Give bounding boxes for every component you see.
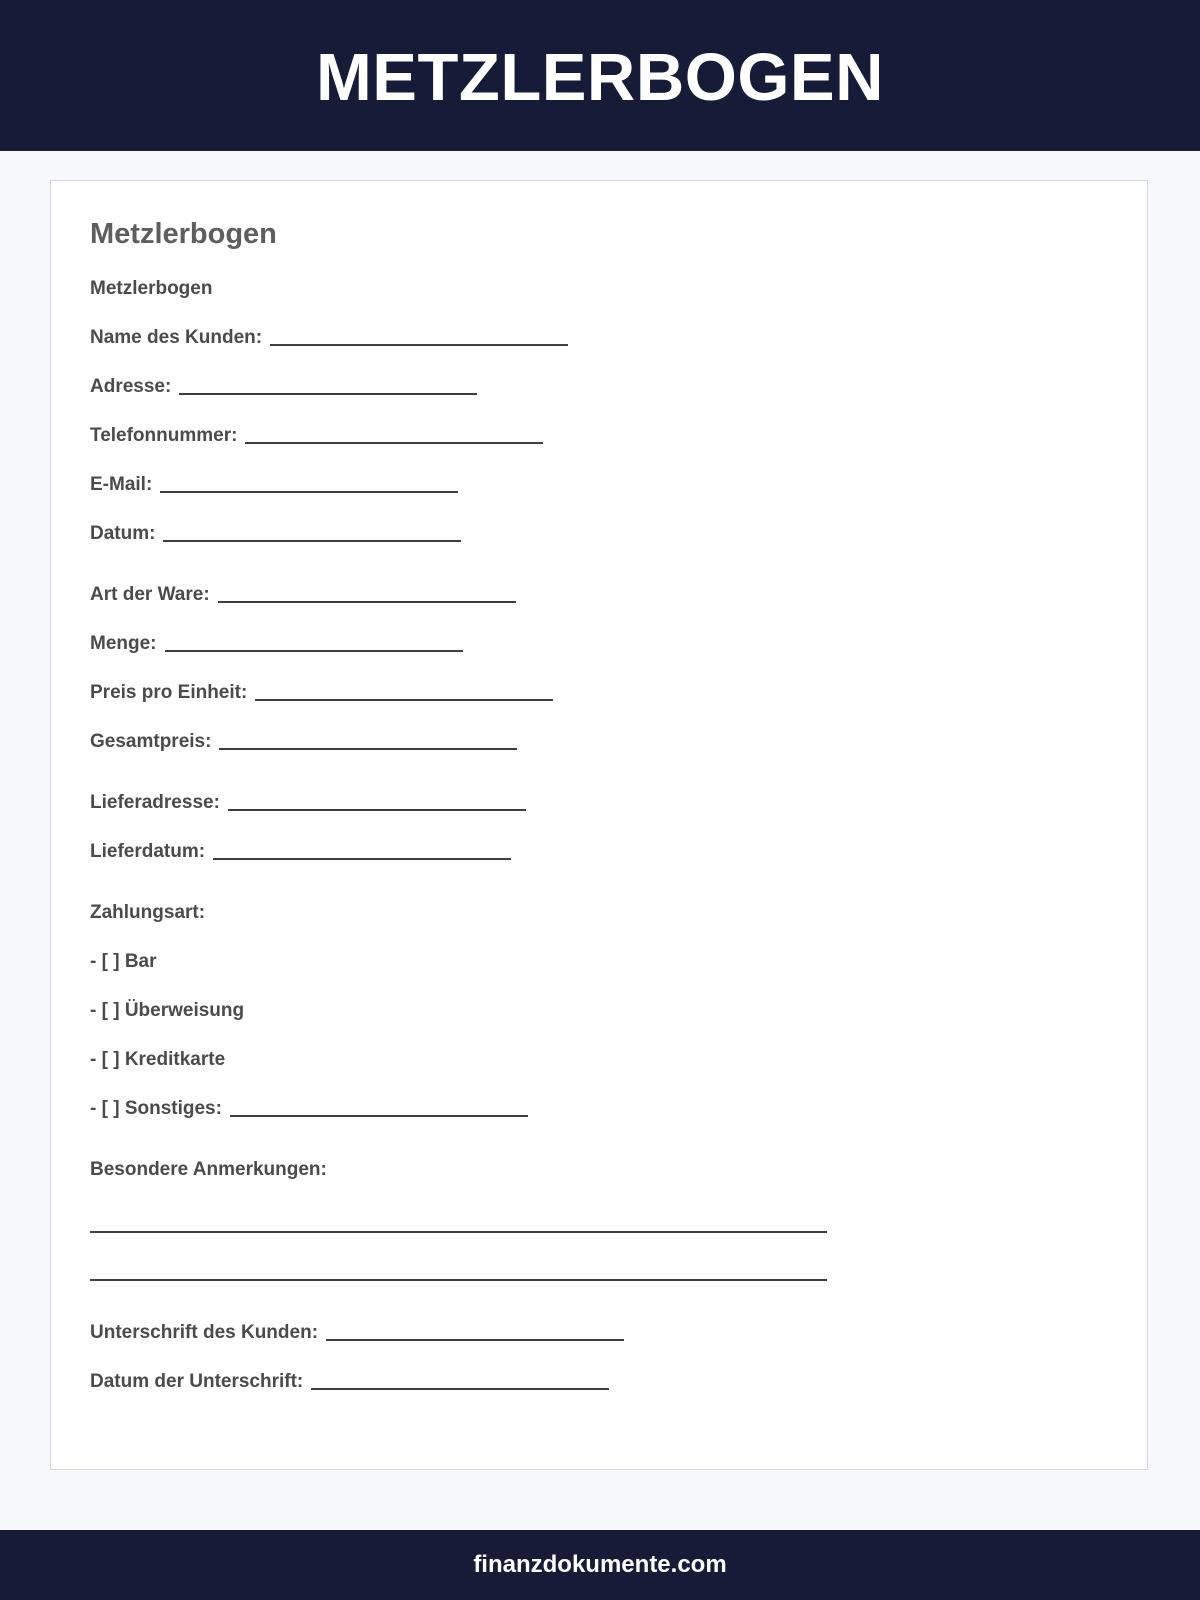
phone-label: Telefonnummer: — [90, 425, 238, 446]
payment-option-credit-card[interactable]: - [ ] Kreditkarte — [90, 1049, 226, 1070]
phone-field[interactable] — [245, 442, 543, 444]
header-banner — [0, 0, 1200, 151]
email-row — [90, 475, 458, 494]
date-field[interactable] — [163, 540, 461, 542]
customer-name-field[interactable] — [270, 344, 568, 346]
customer-name-label: Name des Kunden: — [90, 327, 263, 348]
goods-type-field[interactable] — [218, 601, 516, 603]
delivery-date-row — [90, 842, 511, 861]
unit-price-field[interactable] — [255, 699, 553, 701]
quantity-label: Menge: — [90, 633, 157, 654]
signature-field[interactable] — [326, 1339, 624, 1341]
date-label: Datum: — [90, 523, 156, 544]
header-title: METZLERBOGEN — [315, 40, 885, 115]
form-subtitle: Metzlerbogen — [90, 278, 213, 299]
remarks-heading: Besondere Anmerkungen: — [90, 1159, 327, 1180]
signature-date-label: Datum der Unterschrift: — [90, 1371, 304, 1392]
date-row — [90, 524, 461, 543]
delivery-date-field[interactable] — [213, 858, 511, 860]
address-row — [90, 377, 477, 396]
phone-row — [90, 426, 543, 445]
total-price-label: Gesamtpreis: — [90, 731, 212, 752]
signature-row — [90, 1323, 624, 1342]
footer-bar — [0, 1530, 1200, 1600]
signature-label: Unterschrift des Kunden: — [90, 1322, 319, 1343]
payment-other-field[interactable] — [230, 1115, 528, 1117]
quantity-row — [90, 634, 463, 653]
payment-option-transfer[interactable]: - [ ] Überweisung — [90, 1000, 245, 1021]
delivery-address-label: Lieferadresse: — [90, 792, 220, 813]
goods-type-label: Art der Ware: — [90, 584, 210, 605]
unit-price-label: Preis pro Einheit: — [90, 682, 248, 703]
quantity-field[interactable] — [165, 650, 463, 652]
delivery-address-row — [90, 793, 526, 812]
signature-date-field[interactable] — [311, 1388, 609, 1390]
goods-type-row — [90, 585, 516, 604]
address-label: Adresse: — [90, 376, 172, 397]
address-field[interactable] — [179, 393, 477, 395]
footer-site[interactable]: finanzdokumente.com — [473, 1551, 727, 1578]
remarks-line-2[interactable] — [90, 1279, 827, 1281]
payment-method-heading: Zahlungsart: — [90, 902, 206, 923]
email-field[interactable] — [160, 491, 458, 493]
delivery-date-label: Lieferdatum: — [90, 841, 206, 862]
payment-option-cash[interactable]: - [ ] Bar — [90, 951, 157, 972]
form-card — [50, 180, 1148, 1470]
unit-price-row — [90, 683, 553, 702]
payment-option-other[interactable]: - [ ] Sonstiges: — [90, 1099, 528, 1118]
total-price-field[interactable] — [219, 748, 517, 750]
email-label: E-Mail: — [90, 474, 153, 495]
customer-name-row — [90, 328, 568, 347]
total-price-row — [90, 732, 517, 751]
signature-date-row — [90, 1372, 609, 1391]
remarks-line-1[interactable] — [90, 1231, 827, 1233]
delivery-address-field[interactable] — [228, 809, 526, 811]
form-title: Metzlerbogen — [90, 218, 277, 250]
